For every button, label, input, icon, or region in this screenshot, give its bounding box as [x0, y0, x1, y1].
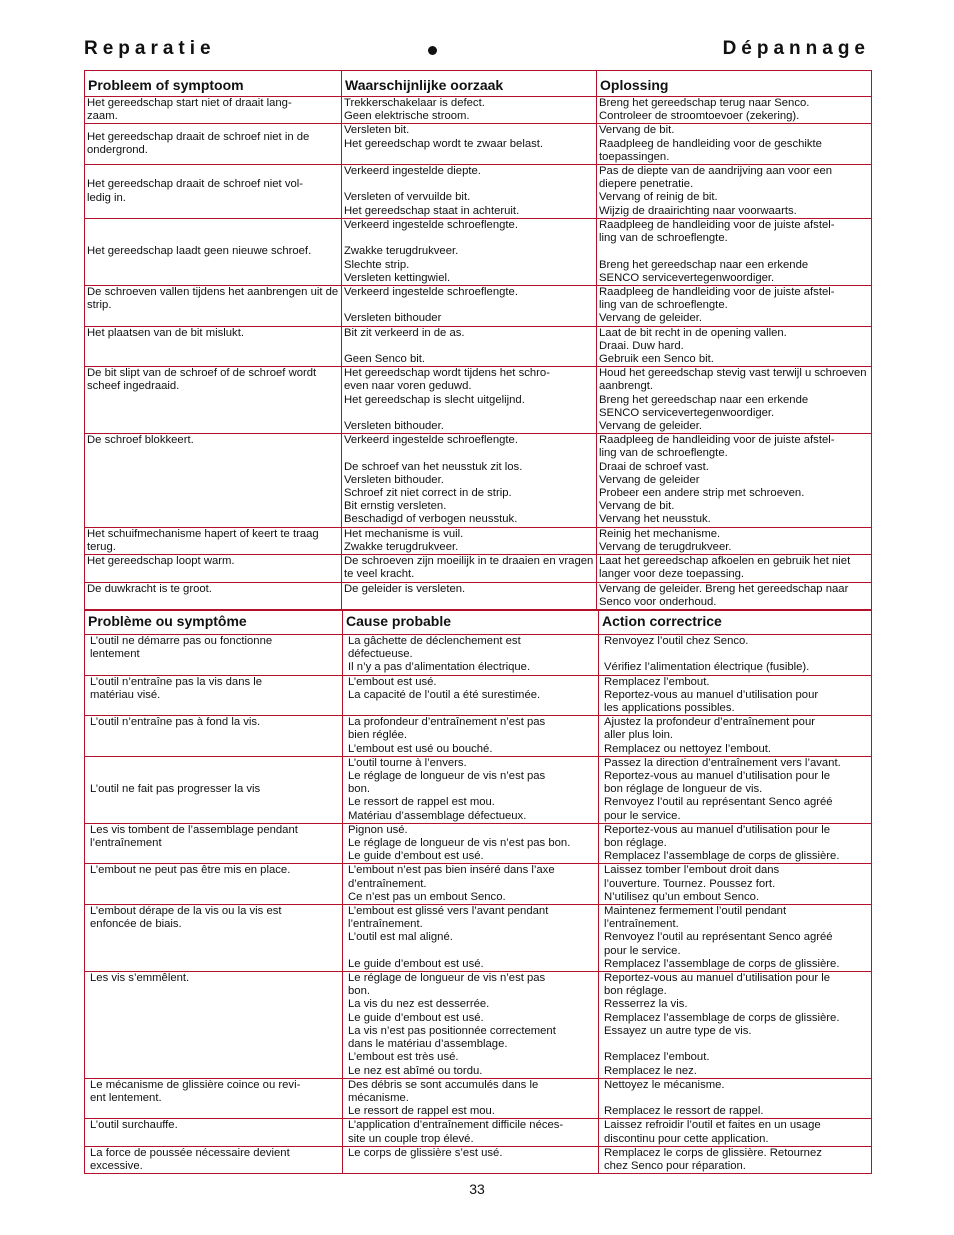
table-row [85, 716, 872, 757]
problem-cell: L’outil ne fait pas progresser la vis [85, 756, 343, 823]
problem-cell: De duwkracht is te groot. [85, 582, 342, 610]
cause-cell: Het mechanisme is vuil. Zwakke terugdrukveer. [342, 527, 597, 554]
problem-cell: L’embout dérape de la vis ou la vis est enfoncée de biais. [85, 905, 343, 972]
action-cell: Maintenez fermement l’outil pendant l’entraînement. Renvoyez l’outil au représentant Senco agréé pour le service. Remplacez l’assemblage de corps de glissière. [599, 905, 872, 972]
problem-cell: Het gereedschap start niet of draait lang- zaam. [85, 97, 342, 124]
column-header-cause: Cause probable [343, 610, 599, 635]
solution-cell: Raadpleeg de handleiding voor de juiste afstel- ling van de schroeflengte. Breng het gereedschap naar een erkende SENCO servicevertegenwoordiger. [597, 219, 872, 286]
table-row [85, 219, 872, 286]
table-row [85, 527, 872, 554]
solution-cell: Raadpleeg de handleiding voor de juiste afstel- ling van de schroeflengte. Draai de schroef vast. Vervang de geleider Probeer een andere strip met schroeven. Vervang de bit. Vervang het neusstuk. [597, 434, 872, 527]
cause-cell: De schroeven zijn moeilijk in te draaien en vragen te veel kracht. [342, 555, 597, 582]
cause-cell: De geleider is versleten. [342, 582, 597, 610]
action-cell: Nettoyez le mécanisme. Remplacez le ressort de rappel. [599, 1078, 872, 1119]
column-header-problem: Probleem of symptoom [85, 71, 342, 97]
table-row [85, 326, 872, 367]
french-troubleshooting-table [84, 609, 872, 1174]
solution-cell: Reinig het mechanisme. Vervang de terugdrukveer. [597, 527, 872, 554]
solution-cell: Vervang de geleider. Breng het gereedschap naar Senco voor onderhoud. [597, 582, 872, 610]
table-row [85, 1119, 872, 1146]
table-row [85, 434, 872, 527]
problem-cell: Het plaatsen van de bit mislukt. [85, 326, 342, 367]
problem-cell: De schroeven vallen tijdens het aanbrengen uit de strip. [85, 286, 342, 327]
cause-cell: Bit zit verkeerd in de as. Geen Senco bit. [342, 326, 597, 367]
solution-cell: Breng het gereedschap terug naar Senco. Controleer de stroomtoevoer (zekering). [597, 97, 872, 124]
cause-cell: L’outil tourne à l’envers. Le réglage de longueur de vis n’est pas bon. Le ressort de rappel est mou. Matériau d’assemblage défectueux. [343, 756, 599, 823]
table-row [85, 124, 872, 165]
table-row [85, 582, 872, 610]
problem-cell: Het gereedschap laadt geen nieuwe schroef. [85, 219, 342, 286]
cause-cell: Het gereedschap wordt tijdens het schro- even naar voren geduwd. Het gereedschap is slecht uitgelijnd. Versleten bithouder. [342, 367, 597, 434]
bullet-dot-icon [428, 46, 437, 55]
problem-cell: Het gereedschap draait de schroef niet vol- ledig in. [85, 165, 342, 219]
table-row [85, 823, 872, 864]
problem-cell: Les vis s’emmêlent. [85, 972, 343, 1079]
cause-cell: L’embout est usé. La capacité de l’outil a été surestimée. [343, 675, 599, 716]
table-row [85, 864, 872, 905]
column-header-action: Action correctrice [599, 610, 872, 635]
problem-cell: La force de poussée nécessaire devient excessive. [85, 1146, 343, 1173]
cause-cell: Versleten bit. Het gereedschap wordt te zwaar belast. [342, 124, 597, 165]
table-row [85, 1078, 872, 1119]
table-row [85, 905, 872, 972]
problem-cell: L’outil surchauffe. [85, 1119, 343, 1146]
cause-cell: La profondeur d’entraînement n’est pas bien réglée. L’embout est usé ou bouché. [343, 716, 599, 757]
action-cell: Reportez-vous au manuel d’utilisation pour le bon réglage. Remplacez l’assemblage de corps de glissière. [599, 823, 872, 864]
solution-cell: Laat het gereedschap afkoelen en gebruik het niet langer voor deze toepassing. [597, 555, 872, 582]
table-row [85, 635, 872, 676]
cause-cell: La gâchette de déclenchement est défectueuse. Il n’y a pas d’alimentation électrique. [343, 635, 599, 676]
cause-cell: Verkeerd ingestelde diepte. Versleten of vervuilde bit. Het gereedschap staat in achteruit. [342, 165, 597, 219]
column-header-cause: Waarschijnlijke oorzaak [342, 71, 597, 97]
cause-cell: Trekkerschakelaar is defect. Geen elektrische stroom. [342, 97, 597, 124]
action-cell: Remplacez l’embout. Reportez-vous au manuel d’utilisation pour les applications possibles. [599, 675, 872, 716]
cause-cell: Des débris se sont accumulés dans le mécanisme. Le ressort de rappel est mou. [343, 1078, 599, 1119]
table-row [85, 756, 872, 823]
cause-cell: Le corps de glissière s’est usé. [343, 1146, 599, 1173]
table-row [85, 97, 872, 124]
problem-cell: Het gereedschap draait de schroef niet in de ondergrond. [85, 124, 342, 165]
table-row [85, 1146, 872, 1173]
problem-cell: L’outil ne démarre pas ou fonctionne lentement [85, 635, 343, 676]
cause-cell: L’application d’entraînement difficile néces- site un couple trop élevé. [343, 1119, 599, 1146]
cause-cell: L’embout est glissé vers l’avant pendant l’entraînement. L’outil est mal aligné. Le guide d’embout est usé. [343, 905, 599, 972]
table-row [85, 286, 872, 327]
problem-cell: Les vis tombent de l’assemblage pendant l’entraînement [85, 823, 343, 864]
solution-cell: Laat de bit recht in de opening vallen. Draai. Duw hard. Gebruik een Senco bit. [597, 326, 872, 367]
action-cell: Renvoyez l’outil chez Senco. Vérifiez l’alimentation électrique (fusible). [599, 635, 872, 676]
page-number: 33 [469, 1181, 485, 1197]
solution-cell: Raadpleeg de handleiding voor de juiste afstel- ling van de schroeflengte. Vervang de geleider. [597, 286, 872, 327]
solution-cell: Houd het gereedschap stevig vast terwijl u schroeven aanbrengt. Breng het gereedschap naar een erkende SENCO servicevertegenwoordiger. Vervang de geleider. [597, 367, 872, 434]
problem-cell: L’embout ne peut pas être mis en place. [85, 864, 343, 905]
table-row [85, 972, 872, 1079]
problem-cell: De schroef blokkeert. [85, 434, 342, 527]
action-cell: Ajustez la profondeur d’entraînement pour aller plus loin. Remplacez ou nettoyez l’embout. [599, 716, 872, 757]
problem-cell: L’outil n’entraîne pas la vis dans le matériau visé. [85, 675, 343, 716]
column-header-problem: Problème ou symptôme [85, 610, 343, 635]
problem-cell: De bit slipt van de schroef of de schroef wordt scheef ingedraaid. [85, 367, 342, 434]
problem-cell: Le mécanisme de glissière coince ou revi- ent lentement. [85, 1078, 343, 1119]
problem-cell: Het schuifmechanisme hapert of keert te traag terug. [85, 527, 342, 554]
problem-cell: L’outil n’entraîne pas à fond la vis. [85, 716, 343, 757]
cause-cell: Verkeerd ingestelde schroeflengte. Versleten bithouder [342, 286, 597, 327]
solution-cell: Vervang de bit. Raadpleeg de handleiding voor de geschikte toepassingen. [597, 124, 872, 165]
cause-cell: Le réglage de longueur de vis n’est pas bon. La vis du nez est desserrée. Le guide d’embout est usé. La vis n’est pas positionnée correctement dans le matériau d’assemblage. L’embout est très usé. Le nez est abîmé ou tordu. [343, 972, 599, 1079]
cause-cell: Verkeerd ingestelde schroeflengte. Zwakke terugdrukveer. Slechte strip. Versleten kettingwiel. [342, 219, 597, 286]
cause-cell: L’embout n’est pas bien inséré dans l’axe d’entraînement. Ce n’est pas un embout Senco. [343, 864, 599, 905]
cause-cell: Verkeerd ingestelde schroeflengte. De schroef van het neusstuk zit los. Versleten bithouder. Schroef zit niet correct in de strip. Bit ernstig versleten. Beschadigd of verbogen neusstuk. [342, 434, 597, 527]
action-cell: Laissez tomber l’embout droit dans l’ouverture. Tournez. Poussez fort. N’utilisez qu’un embout Senco. [599, 864, 872, 905]
action-cell: Passez la direction d’entraînement vers l’avant. Reportez-vous au manuel d’utilisation pour le bon réglage de longueur de vis. Renvoyez l’outil au représentant Senco agréé pour le service. [599, 756, 872, 823]
table-row [85, 555, 872, 582]
dutch-troubleshooting-table [84, 70, 872, 611]
solution-cell: Pas de diepte van de aandrijving aan voor een diepere penetratie. Vervang of reinig de bit. Wijzig de draairichting naar voorwaarts. [597, 165, 872, 219]
column-header-solution: Oplossing [597, 71, 872, 97]
page-header [84, 38, 870, 62]
action-cell: Laissez refroidir l’outil et faites en un usage discontinu pour cette application. [599, 1119, 872, 1146]
table-row [85, 165, 872, 219]
problem-cell: Het gereedschap loopt warm. [85, 555, 342, 582]
table-row [85, 675, 872, 716]
header-title-dutch: Reparatie [84, 38, 216, 59]
action-cell: Reportez-vous au manuel d’utilisation pour le bon réglage. Resserrez la vis. Remplacez l’assemblage de corps de glissière. Essayez un autre type de vis. Remplacez l’embout. Remplacez le nez. [599, 972, 872, 1079]
cause-cell: Pignon usé. Le réglage de longueur de vis n’est pas bon. Le guide d’embout est usé. [343, 823, 599, 864]
action-cell: Remplacez le corps de glissière. Retournez chez Senco pour réparation. [599, 1146, 872, 1173]
header-title-french: Dépannage [722, 38, 870, 59]
table-row [85, 367, 872, 434]
